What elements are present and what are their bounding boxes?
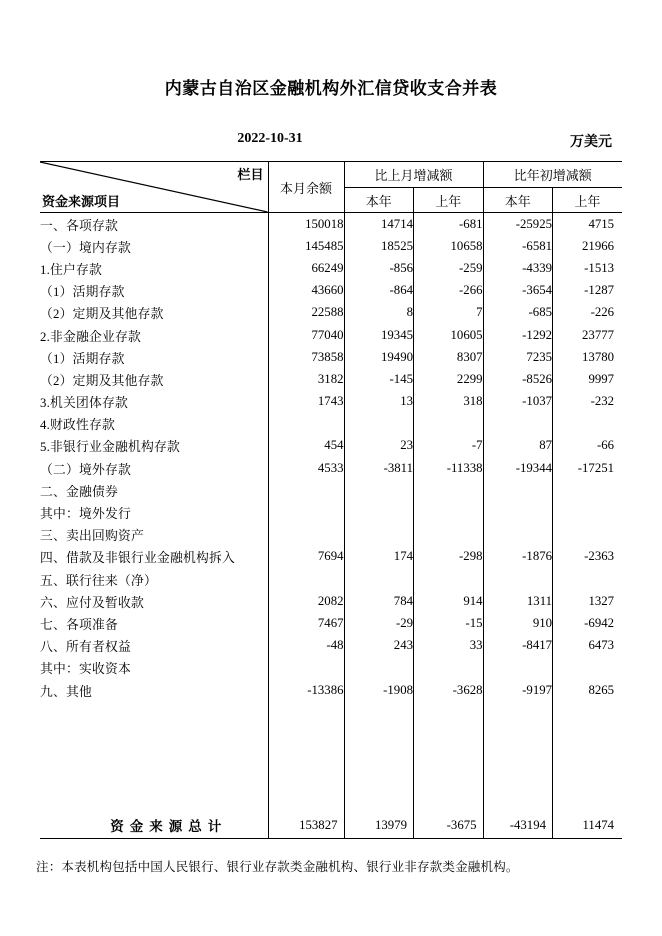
row-value: -48 — [268, 635, 344, 657]
table-spacer-row — [40, 768, 622, 790]
row-label: （一）境内存款 — [40, 235, 268, 257]
total-value: 11474 — [553, 812, 623, 839]
row-value: 43660 — [268, 280, 344, 302]
row-value: -17251 — [577, 460, 615, 475]
row-label: 八、所有者权益 — [40, 635, 268, 657]
row-value — [553, 413, 623, 435]
spacer-cell — [553, 746, 623, 768]
row-value — [414, 479, 484, 501]
total-value: 153827 — [268, 812, 344, 839]
row-value: 7 — [414, 302, 484, 324]
row-value: 7235 — [483, 346, 553, 368]
row-label: （2）定期及其他存款 — [40, 368, 268, 390]
table-header — [40, 162, 622, 213]
corner-row-label: 资金来源项目 — [42, 194, 121, 209]
row-value: 66249 — [268, 257, 344, 279]
row-value: -259 — [414, 257, 484, 279]
row-value: 77040 — [268, 324, 344, 346]
row-value: 8265 — [588, 682, 615, 697]
row-value — [268, 413, 344, 435]
row-value: -6581 — [483, 235, 553, 257]
row-label: 一、各项存款 — [40, 213, 268, 236]
row-value — [483, 479, 553, 501]
row-value: 8 — [344, 302, 414, 324]
row-value: -11338 — [414, 457, 484, 479]
row-value: -232 — [590, 394, 615, 409]
row-value: 21966 — [582, 238, 615, 253]
row-label: 九、其他 — [40, 679, 268, 701]
row-value: -29 — [344, 612, 414, 634]
spacer-cell — [344, 746, 414, 768]
spacer-cell — [344, 723, 414, 745]
row-value: 87 — [483, 435, 553, 457]
spacer-cell — [344, 701, 414, 723]
meta-row — [40, 131, 622, 151]
row-value: -7 — [414, 435, 484, 457]
spacer-cell — [414, 701, 484, 723]
spacer-cell — [414, 768, 484, 790]
footnote: 注：本表机构包括中国人民银行、银行业存款类金融机构、银行业非存款类金融机构。 — [36, 860, 519, 874]
spacer-cell — [40, 746, 268, 768]
row-value: 4715 — [588, 216, 615, 231]
row-value: -298 — [414, 546, 484, 568]
row-value — [553, 657, 623, 679]
table-row — [40, 679, 622, 701]
row-value: 73858 — [268, 346, 344, 368]
table-row — [40, 413, 622, 435]
row-value: 7467 — [268, 612, 344, 634]
table-row — [40, 657, 622, 679]
row-value: -226 — [590, 305, 615, 320]
row-value: 3182 — [268, 368, 344, 390]
row-value: -6942 — [584, 615, 615, 630]
table-row — [40, 501, 622, 523]
row-value — [483, 501, 553, 523]
row-value — [553, 524, 623, 546]
table-body — [40, 213, 622, 839]
row-value: -681 — [414, 213, 484, 236]
spacer-cell — [268, 768, 344, 790]
row-label: 4.财政性存款 — [40, 413, 268, 435]
row-value — [414, 501, 484, 523]
spacer-cell — [553, 768, 623, 790]
row-value: -1513 — [584, 260, 615, 275]
row-value: 33 — [414, 635, 484, 657]
spacer-cell — [268, 701, 344, 723]
row-value: 4533 — [268, 457, 344, 479]
row-value — [553, 479, 623, 501]
table-spacer-row — [40, 790, 622, 812]
row-label: （1）活期存款 — [40, 280, 268, 302]
row-value — [344, 501, 414, 523]
row-value: -1876 — [483, 546, 553, 568]
spacer-cell — [40, 701, 268, 723]
table-row — [40, 635, 622, 657]
row-value — [268, 568, 344, 590]
unit-label: 万美元 — [570, 135, 612, 150]
row-value — [414, 657, 484, 679]
row-value: 454 — [268, 435, 344, 457]
spacer-cell — [483, 768, 553, 790]
row-label: 其中：实收资本 — [40, 657, 268, 679]
header-balance: 本月余额 — [268, 162, 344, 213]
row-value — [344, 524, 414, 546]
spacer-cell — [414, 723, 484, 745]
row-label: （2）定期及其他存款 — [40, 302, 268, 324]
row-value: 150018 — [268, 213, 344, 236]
row-value: -3654 — [483, 280, 553, 302]
row-value: 174 — [344, 546, 414, 568]
table-row — [40, 257, 622, 279]
row-value: 23777 — [582, 327, 615, 342]
spacer-cell — [483, 723, 553, 745]
row-value: -856 — [344, 257, 414, 279]
header-year-current: 本年 — [483, 188, 553, 213]
spacer-cell — [40, 790, 268, 812]
row-value: -19344 — [483, 457, 553, 479]
row-value: 2082 — [268, 590, 344, 612]
table-row — [40, 324, 622, 346]
row-value: 10658 — [414, 235, 484, 257]
table-row — [40, 457, 622, 479]
table-row — [40, 346, 622, 368]
header-month-previous: 上年 — [414, 188, 484, 213]
table-row — [40, 368, 622, 390]
header-row-top — [40, 162, 622, 188]
row-value — [268, 501, 344, 523]
row-label: 5.非银行业金融机构存款 — [40, 435, 268, 457]
spacer-cell — [483, 790, 553, 812]
row-value — [344, 413, 414, 435]
spacer-cell — [344, 768, 414, 790]
row-value: 1743 — [268, 391, 344, 413]
row-value: -1908 — [344, 679, 414, 701]
row-label: 1.住户存款 — [40, 257, 268, 279]
table-row — [40, 435, 622, 457]
row-value: 784 — [344, 590, 414, 612]
row-value: -3628 — [414, 679, 484, 701]
table-row — [40, 391, 622, 413]
row-label: （二）境外存款 — [40, 457, 268, 479]
row-value: -1292 — [483, 324, 553, 346]
row-value: 318 — [414, 391, 484, 413]
row-value: -864 — [344, 280, 414, 302]
row-value — [414, 568, 484, 590]
spacer-cell — [414, 790, 484, 812]
row-value: 145485 — [268, 235, 344, 257]
financial-table-wrapper — [40, 161, 622, 839]
page-title: 内蒙古自治区金融机构外汇信贷收支合并表 — [164, 79, 498, 98]
row-value: 910 — [483, 612, 553, 634]
row-value: -13386 — [268, 679, 344, 701]
report-date: 2022-10-31 — [237, 131, 303, 146]
row-value: -2363 — [584, 549, 615, 564]
row-value — [483, 568, 553, 590]
table-spacer-row — [40, 746, 622, 768]
financial-table — [40, 161, 622, 839]
row-label: 二、金融债券 — [40, 479, 268, 501]
row-value: -15 — [414, 612, 484, 634]
table-row — [40, 590, 622, 612]
row-value: -1037 — [483, 391, 553, 413]
table-row — [40, 524, 622, 546]
row-value: 1311 — [483, 590, 553, 612]
row-value: -1287 — [584, 283, 615, 298]
table-row — [40, 302, 622, 324]
table-row — [40, 213, 622, 236]
row-label: 六、应付及暂收款 — [40, 590, 268, 612]
row-value — [414, 524, 484, 546]
spacer-cell — [553, 701, 623, 723]
table-row — [40, 612, 622, 634]
spacer-cell — [553, 723, 623, 745]
row-value: 22588 — [268, 302, 344, 324]
row-value: 18525 — [344, 235, 414, 257]
row-value — [344, 657, 414, 679]
row-value: -25925 — [483, 213, 553, 236]
row-value: -3811 — [344, 457, 414, 479]
table-spacer-row — [40, 701, 622, 723]
table-row — [40, 479, 622, 501]
row-value: 19490 — [344, 346, 414, 368]
row-label: 四、借款及非银行业金融机构拆入 — [40, 546, 268, 568]
row-value: 23 — [344, 435, 414, 457]
row-value — [553, 568, 623, 590]
row-value: -685 — [483, 302, 553, 324]
row-value — [268, 479, 344, 501]
spacer-cell — [553, 790, 623, 812]
row-value: -8526 — [483, 368, 553, 390]
spacer-cell — [483, 746, 553, 768]
row-value — [483, 413, 553, 435]
spacer-cell — [40, 768, 268, 790]
row-value: -266 — [414, 280, 484, 302]
spacer-cell — [268, 746, 344, 768]
corner-column-label: 栏目 — [237, 167, 264, 182]
row-value — [414, 413, 484, 435]
row-value: -66 — [596, 438, 615, 453]
row-value: 6473 — [588, 638, 615, 653]
total-label: 资金来源总计 — [40, 812, 268, 839]
row-value: 7694 — [268, 546, 344, 568]
spacer-cell — [483, 701, 553, 723]
row-value — [344, 568, 414, 590]
row-value: 914 — [414, 590, 484, 612]
total-value: -3675 — [414, 812, 484, 839]
row-value: 19345 — [344, 324, 414, 346]
row-label: 2.非金融企业存款 — [40, 324, 268, 346]
row-label: 3.机关团体存款 — [40, 391, 268, 413]
row-value: 8307 — [414, 346, 484, 368]
row-value — [483, 524, 553, 546]
header-group-year: 比年初增减额 — [483, 162, 622, 188]
row-value — [483, 657, 553, 679]
spacer-cell — [344, 790, 414, 812]
row-value: -145 — [344, 368, 414, 390]
row-value: 14714 — [344, 213, 414, 236]
spacer-cell — [268, 790, 344, 812]
row-value — [268, 657, 344, 679]
row-label: 三、卖出回购资产 — [40, 524, 268, 546]
row-value: 243 — [344, 635, 414, 657]
row-value: -8417 — [483, 635, 553, 657]
header-year-previous: 上年 — [553, 188, 623, 213]
table-row — [40, 568, 622, 590]
row-value — [553, 501, 623, 523]
row-value — [268, 524, 344, 546]
table-spacer-row — [40, 723, 622, 745]
row-value: 9997 — [588, 371, 615, 386]
total-row — [40, 812, 622, 839]
total-value: -43194 — [483, 812, 553, 839]
row-label: 五、联行往来（净） — [40, 568, 268, 590]
row-label: （1）活期存款 — [40, 346, 268, 368]
header-month-current: 本年 — [344, 188, 414, 213]
row-value: 10605 — [414, 324, 484, 346]
row-value: 2299 — [414, 368, 484, 390]
row-value: -9197 — [483, 679, 553, 701]
row-label: 七、各项准备 — [40, 612, 268, 634]
total-value: 13979 — [344, 812, 414, 839]
table-row — [40, 235, 622, 257]
spacer-cell — [414, 746, 484, 768]
spacer-cell — [268, 723, 344, 745]
row-value: 1327 — [588, 593, 615, 608]
row-label: 其中：境外发行 — [40, 501, 268, 523]
row-value: 13 — [344, 391, 414, 413]
corner-diagonal-cell — [40, 162, 268, 213]
spacer-cell — [40, 723, 268, 745]
header-group-month: 比上月增减额 — [344, 162, 483, 188]
table-row — [40, 546, 622, 568]
row-value: 13780 — [582, 349, 615, 364]
table-row — [40, 280, 622, 302]
row-value — [344, 479, 414, 501]
row-value: -4339 — [483, 257, 553, 279]
